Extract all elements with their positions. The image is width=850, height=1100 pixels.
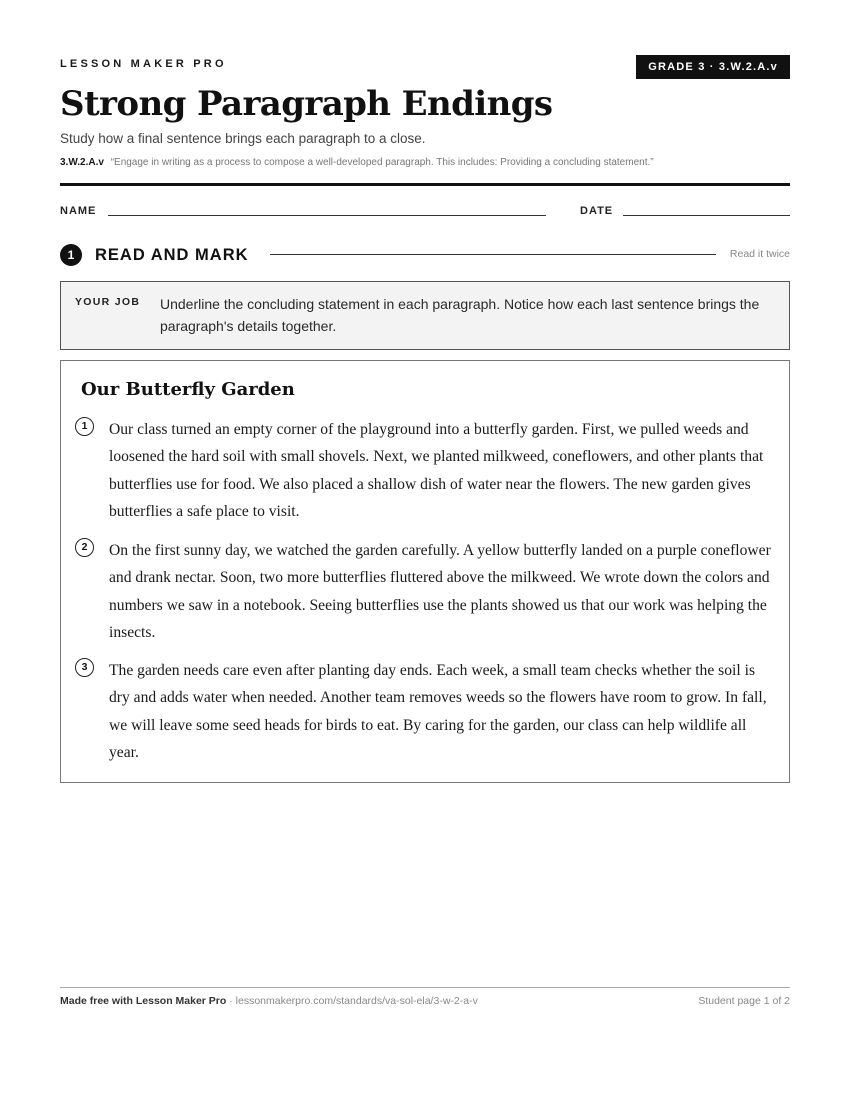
footer-credit bbox=[60, 995, 478, 1007]
paragraph-number: 2 bbox=[75, 538, 94, 557]
footer-url[interactable]: · lessonmakerpro.com/standards/va-sol-ela/3-w-2-a-v bbox=[226, 995, 478, 1007]
page-title: Strong Paragraph Endings bbox=[60, 84, 553, 124]
standard-code: 3.W.2.A.v bbox=[60, 157, 104, 168]
paragraph-text[interactable]: Our class turned an empty corner of the playground into a butterfly garden. First, we pulled weeds and loosened the hard soil with small shovels. Next, we planted milkweed, coneflowers, and other plants that butterflies use for food. We also placed a shallow dish of water near the flowers. The new garden gives butterflies a safe place to visit. bbox=[109, 421, 764, 520]
date-label: DATE bbox=[580, 205, 614, 217]
footer-divider bbox=[60, 987, 790, 988]
worksheet-page bbox=[60, 0, 790, 1100]
header-divider bbox=[60, 183, 790, 186]
brand-name: LESSON MAKER PRO bbox=[60, 58, 227, 70]
section-divider bbox=[270, 254, 716, 255]
name-label: NAME bbox=[60, 205, 97, 217]
page-subtitle: Study how a final sentence brings each paragraph to a close. bbox=[60, 131, 426, 146]
section-number-badge: 1 bbox=[60, 244, 82, 266]
date-field-line[interactable] bbox=[623, 215, 790, 216]
footer-made-with: Made free with Lesson Maker Pro bbox=[60, 995, 227, 1007]
reading-passage bbox=[60, 360, 790, 783]
paragraph-number: 1 bbox=[75, 417, 94, 436]
grade-badge: GRADE 3 · 3.W.2.A.v bbox=[636, 55, 790, 79]
standard-line bbox=[60, 157, 654, 168]
standard-text: “Engage in writing as a process to compose a well-developed paragraph. This includes: Providing a concluding statement.” bbox=[110, 157, 654, 168]
paragraph-number: 3 bbox=[75, 658, 94, 677]
instructions-label: YOUR JOB bbox=[75, 296, 141, 308]
name-field-line[interactable] bbox=[108, 215, 546, 216]
section-title: READ AND MARK bbox=[95, 246, 249, 264]
footer-page-number: Student page 1 of 2 bbox=[698, 995, 790, 1007]
section-note: Read it twice bbox=[729, 248, 790, 260]
paragraph-text[interactable]: On the first sunny day, we watched the garden carefully. A yellow butterfly landed on a purple coneflower and drank nectar. Soon, two more butterflies fluttered above the milkweed. We wrote down the colors and numbers we saw in a notebook. Seeing butterflies use the plants showed us that our work was helping the insects. bbox=[109, 542, 771, 641]
paragraph-text[interactable]: The garden needs care even after planting day ends. Each week, a small team checks whether the soil is dry and adds water when needed. Another team removes weeds so the flowers have room to grow. In fall, we will leave some seed heads for birds to eat. By caring for the garden, our class can help wildlife all year. bbox=[109, 662, 767, 761]
instructions-text: Underline the concluding statement in each paragraph. Notice how each last sentence brings the paragraph's details together. bbox=[160, 296, 760, 334]
instructions-box bbox=[60, 281, 790, 350]
passage-title: Our Butterfly Garden bbox=[81, 379, 295, 400]
